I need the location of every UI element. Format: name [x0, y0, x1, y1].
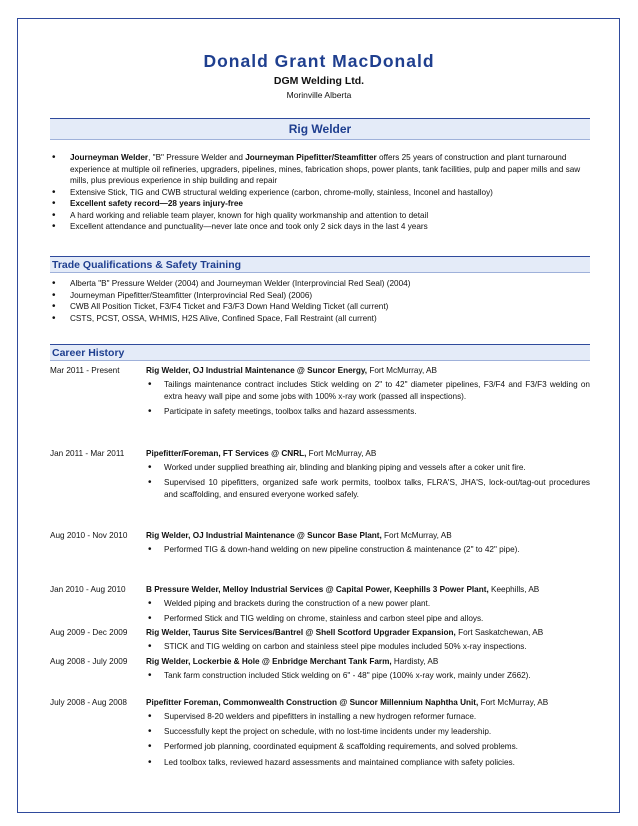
summary-item: • Journeyman Welder, "B" Pressure Welder and Journeyman Pipefitter/Steamfitter offers 25 years of construction and plant turnaround experience at multiple oil refineries, upgraders, pipelines, mines, fabrication shops, power plants, tank facilities, pulp and paper mills and saw mills, plus previous experience in ship building and repair [50, 152, 590, 187]
job-bullet: • STICK and TIG welding on carbon and stainless steel pipe modules included 50% x-ray inspections. [146, 641, 590, 653]
summary-item: • Excellent safety record—28 years injury-free [50, 198, 590, 210]
job-header: Pipefitter Foreman, Commonwealth Construction @ Suncor Millennium Naphtha Unit, Fort McMurray, AB [146, 698, 549, 707]
job-bullet: • Successfully kept the project on schedule, with no lost-time incidents under my leadership. [146, 726, 590, 738]
job-bullet: • Tank farm construction included Stick welding on 6" - 48" pipe (100% x-ray work, mainly under Z662). [146, 670, 590, 682]
summary-item: • Extensive Stick, TIG and CWB structural welding experience (carbon, chrome-molly, stainless, Inconel and hastalloy) [50, 187, 590, 199]
job-date: Aug 2008 - July 2009 [50, 657, 128, 666]
summary-item: • A hard working and reliable team player, known for high quality workmanship and attention to detail [50, 210, 590, 222]
job-date: Jan 2010 - Aug 2010 [50, 585, 126, 594]
job-date: Aug 2010 - Nov 2010 [50, 531, 128, 540]
candidate-name: Donald Grant MacDonald [203, 51, 435, 71]
job-header: Rig Welder, OJ Industrial Maintenance @ Suncor Base Plant, Fort McMurray, AB [146, 531, 452, 540]
job-date: Mar 2011 - Present [50, 366, 120, 375]
job-bullet: • Supervised 10 pipefitters, organized safe work permits, toolbox talks, FLRA'S, JHA'S, lock-out/tag-out procedures and scaffolding, and ensured everyone worked safely. [146, 477, 590, 501]
job-bullet: • Performed TIG & down-hand welding on new pipeline construction & maintenance (2" to 42" pipe). [146, 544, 590, 556]
location: Morinville Alberta [286, 90, 352, 100]
job-bullet: • Performed Stick and TIG welding on chrome, stainless and carbon steel pipe and alloys. [146, 613, 590, 625]
job-header: Pipefitter/Foreman, FT Services @ CNRL, Fort McMurray, AB [146, 449, 377, 458]
trade-item: • Journeyman Pipefitter/Steamfitter (Interprovincial Red Seal) (2006) [50, 290, 590, 302]
trade-item: • CWB All Position Ticket, F3/F4 Ticket and F3/F3 Down Hand Welding Ticket (all current) [50, 301, 590, 313]
career-heading: Career History [50, 344, 590, 361]
summary-list [50, 152, 590, 233]
job-date: Aug 2009 - Dec 2009 [50, 628, 128, 637]
job-bullet: • Worked under supplied breathing air, blinding and blanking piping and vessels after a coker unit fire. [146, 462, 590, 474]
job-date: July 2008 - Aug 2008 [50, 698, 127, 707]
job-date: Jan 2011 - Mar 2011 [50, 449, 125, 458]
job-bullet: • Performed job planning, coordinated equipment & scaffolding requirements, and solved problems. [146, 741, 590, 753]
job-bullet: • Welded piping and brackets during the construction of a new power plant. [146, 598, 590, 610]
job-header: Rig Welder, Taurus Site Services/Bantrel @ Shell Scotford Upgrader Expansion, Fort Saskatchewan, AB [146, 628, 544, 637]
trade-item: • Alberta "B" Pressure Welder (2004) and Journeyman Welder (Interprovincial Red Seal) (2004) [50, 278, 590, 290]
job-header: Rig Welder, Lockerbie & Hole @ Enbridge Merchant Tank Farm, Hardisty, AB [146, 657, 439, 666]
job-bullet: • Tailings maintenance contract includes Stick welding on 2" to 42" diameter pipelines, F3/F4 and F3/F3 welding on extra heavy wall pipe and some jobs with 100% x-ray work (passed all inspections). [146, 379, 590, 403]
job-bullet: • Participate in safety meetings, toolbox talks and hazard assessments. [146, 406, 590, 418]
job-bullet: • Supervised 8-20 welders and pipefitters in installing a new hydrogen reformer furnace. [146, 711, 590, 723]
trade-item: • CSTS, PCST, OSSA, WHMIS, H2S Alive, Confined Space, Fall Restraint (all current) [50, 313, 590, 325]
summary-item: • Excellent attendance and punctuality—never late once and took only 2 sick days in the last 4 years [50, 221, 590, 233]
job-title-banner: Rig Welder [50, 118, 590, 140]
job-header: Rig Welder, OJ Industrial Maintenance @ Suncor Energy, Fort McMurray, AB [146, 366, 437, 375]
trade-list [50, 278, 590, 324]
job-bullet: • Led toolbox talks, reviewed hazard assessments and maintained compliance with safety policies. [146, 757, 590, 769]
company-name: DGM Welding Ltd. [273, 75, 365, 87]
job-header: B Pressure Welder, Melloy Industrial Services @ Capital Power, Keephills 3 Power Plant, Keephills, AB [146, 585, 540, 594]
trade-heading: Trade Qualifications & Safety Training [50, 256, 590, 273]
